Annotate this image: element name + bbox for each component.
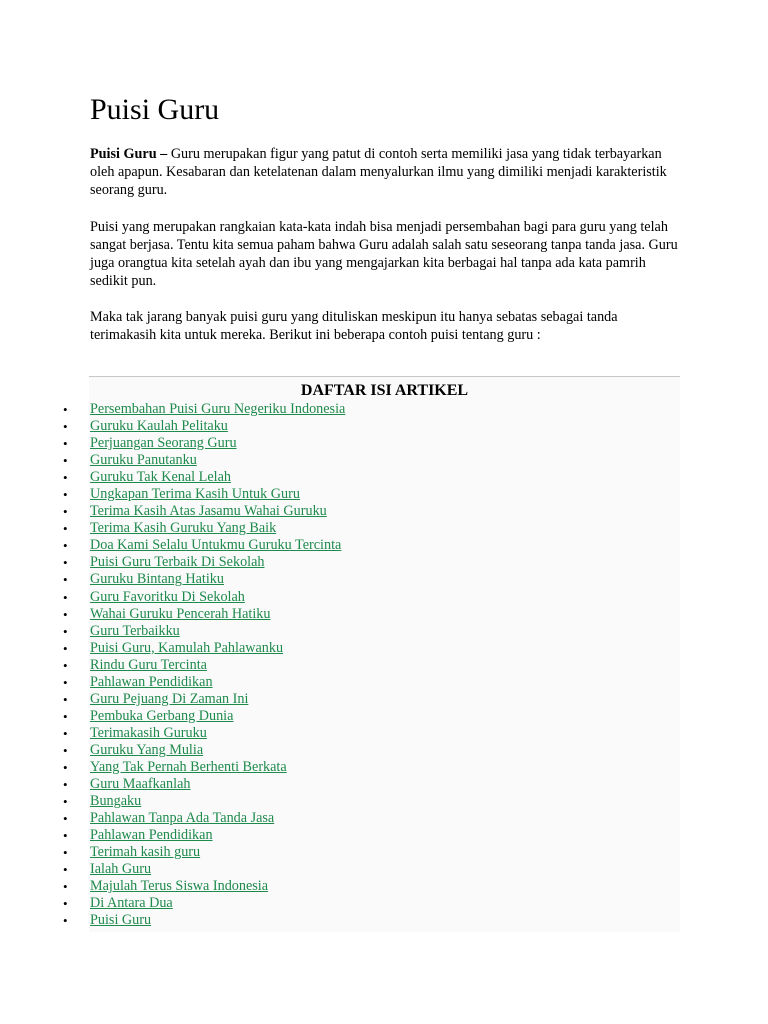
toc-link[interactable]: Terima Kasih Atas Jasamu Wahai Guruku <box>90 503 327 520</box>
toc-link[interactable]: Di Antara Dua <box>90 895 173 912</box>
toc-link[interactable]: Bungaku <box>90 793 142 810</box>
toc-link[interactable]: Terima Kasih Guruku Yang Baik <box>90 520 277 537</box>
bullet-icon: • <box>63 725 68 741</box>
bullet-icon: • <box>63 674 68 690</box>
toc-link[interactable]: Puisi Guru <box>90 912 152 929</box>
bullet-icon: • <box>63 913 68 929</box>
intro-lead: Puisi Guru – <box>90 146 168 162</box>
bullet-icon: • <box>63 879 68 895</box>
toc-link[interactable]: Pahlawan Tanpa Ada Tanda Jasa <box>90 810 275 827</box>
toc-link[interactable]: Guruku Panutanku <box>90 452 197 469</box>
toc-link[interactable]: Guruku Yang Mulia <box>90 741 204 758</box>
toc-link[interactable]: Majulah Terus Siswa Indonesia <box>90 878 269 895</box>
toc-link[interactable]: Guruku Tak Kenal Lelah <box>90 469 231 486</box>
bullet-icon: • <box>63 811 68 827</box>
toc-link[interactable]: Guru Pejuang Di Zaman Ini <box>90 690 249 707</box>
toc-link[interactable]: Guruku Kaulah Pelitaku <box>90 418 228 435</box>
toc-link[interactable]: Doa Kami Selalu Untukmu Guruku Tercinta <box>90 537 342 554</box>
bullet-icon: • <box>63 504 68 520</box>
toc-link[interactable]: Ialah Guru <box>90 861 152 878</box>
toc-link[interactable]: Puisi Guru Terbaik Di Sekolah <box>90 554 265 571</box>
toc-link[interactable]: Pembuka Gerbang Dunia <box>90 707 234 724</box>
intro-text: Guru merupakan figur yang patut di contoh serta memiliki jasa yang tidak terbayarkan oleh apapun. Kesabaran dan ketelatenan dalam menyalurkan ilmu yang dimiliki menjadi karakteristik seorang guru. <box>90 146 667 198</box>
bullet-icon: • <box>63 691 68 707</box>
toc-link[interactable]: Perjuangan Seorang Guru <box>90 435 237 452</box>
page-title: Puisi Guru <box>90 93 220 126</box>
bullet-icon: • <box>63 453 68 469</box>
bullet-icon: • <box>63 708 68 724</box>
toc-link[interactable]: Puisi Guru, Kamulah Pahlawanku <box>90 639 284 656</box>
toc-link[interactable]: Guruku Bintang Hatiku <box>90 571 224 588</box>
toc-link[interactable]: Ungkapan Terima Kasih Untuk Guru <box>90 486 300 503</box>
intro-paragraph <box>90 145 686 199</box>
bullet-icon: • <box>63 759 68 775</box>
bullet-icon: • <box>63 862 68 878</box>
toc-link[interactable]: Guru Terbaikku <box>90 622 180 639</box>
bullet-icon: • <box>63 845 68 861</box>
bullet-icon: • <box>63 555 68 571</box>
bullet-icon: • <box>63 896 68 912</box>
toc-heading: DAFTAR ISI ARTIKEL <box>300 382 469 399</box>
bullet-icon: • <box>63 623 68 639</box>
bullet-icon: • <box>63 777 68 793</box>
toc-link[interactable]: Guru Favoritku Di Sekolah <box>90 588 245 605</box>
bullet-icon: • <box>63 606 68 622</box>
toc-link[interactable]: Persembahan Puisi Guru Negeriku Indonesia <box>90 401 346 417</box>
bullet-icon: • <box>63 640 68 656</box>
bullet-icon: • <box>63 828 68 844</box>
bullet-icon: • <box>63 657 68 673</box>
bullet-icon: • <box>63 538 68 554</box>
toc-link[interactable]: Guru Maafkanlah <box>90 776 191 793</box>
toc-link[interactable]: Pahlawan Pendidikan <box>90 673 213 690</box>
body-paragraph-1: Puisi yang merupakan rangkaian kata-kata indah bisa menjadi persembahan bagi para guru yang telah sangat berjasa. Tentu kita semua paham bahwa Guru adalah salah satu seseorang tanpa tanda jasa. Guru juga orangtua kita setelah ayah dan ibu yang mengajarkan kita berbagai hal tanpa ada kata pamrih sedikit pun. <box>90 219 678 289</box>
bullet-icon: • <box>63 487 68 503</box>
bullet-icon: • <box>63 742 68 758</box>
toc-link[interactable]: Pahlawan Pendidikan <box>90 827 213 844</box>
toc-link[interactable]: Rindu Guru Tercinta <box>90 656 207 673</box>
toc-link[interactable]: Yang Tak Pernah Berhenti Berkata <box>90 758 287 775</box>
bullet-icon: • <box>63 470 68 486</box>
bullet-icon: • <box>63 521 68 537</box>
bullet-icon: • <box>63 402 68 417</box>
body-paragraph-2: Maka tak jarang banyak puisi guru yang dituliskan meskipun itu hanya sebatas sebagai tanda terimakasih kita untuk mereka. Berikut ini beberapa contoh puisi tentang guru : <box>90 309 618 343</box>
toc-link[interactable]: Terimakasih Guruku <box>90 724 207 741</box>
bullet-icon: • <box>63 419 68 435</box>
bullet-icon: • <box>63 436 68 452</box>
toc-link[interactable]: Terimah kasih guru <box>90 844 201 861</box>
bullet-icon: • <box>63 794 68 810</box>
table-of-contents <box>63 376 680 932</box>
bullet-icon: • <box>63 572 68 588</box>
bullet-icon: • <box>63 589 68 605</box>
toc-link[interactable]: Wahai Guruku Pencerah Hatiku <box>90 605 271 622</box>
